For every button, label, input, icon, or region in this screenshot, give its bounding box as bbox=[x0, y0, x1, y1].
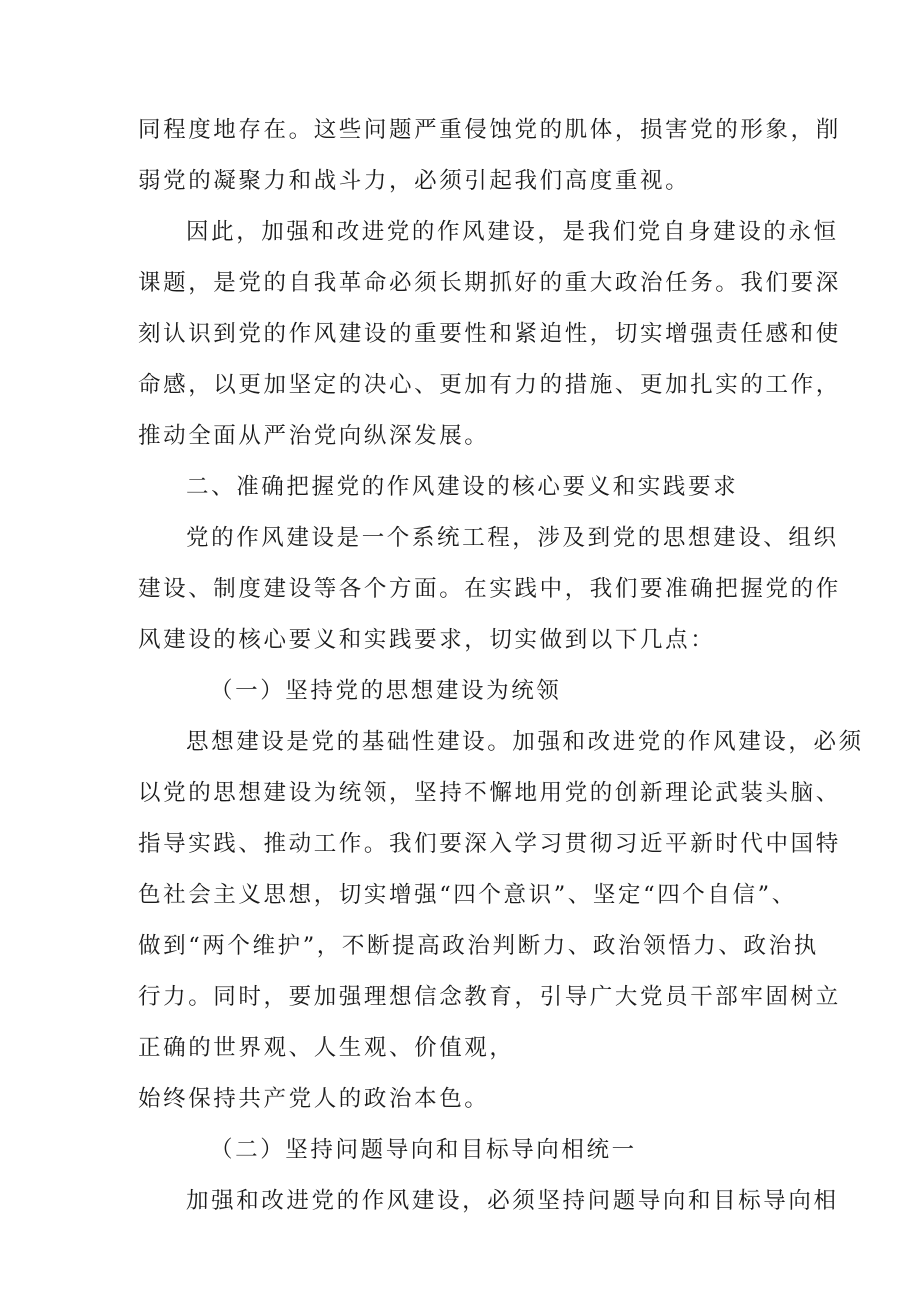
paragraph-line: 因此，加强和改进党的作风建设，是我们党自身建设的永恒 bbox=[186, 219, 839, 245]
paragraph-line: 风建设的核心要义和实践要求，切实做到以下几点： bbox=[138, 627, 716, 653]
paragraph-line: 指导实践、推动工作。我们要深入学习贯彻习近平新时代中国特 bbox=[138, 831, 841, 857]
paragraph-line: 建设、制度建设等各个方面。在实践中，我们要准确把握党的作 bbox=[138, 576, 841, 602]
paragraph-line: 行力。同时，要加强理想信念教育，引导广大党员干部牢固树立 bbox=[138, 984, 841, 1010]
paragraph-line: 色社会主义思想，切实增强“四个意识”、坚定“四个自信”、 bbox=[138, 882, 797, 908]
paragraph-line: 以党的思想建设为统领，坚持不懈地用党的创新理论武装头脑、 bbox=[138, 780, 841, 806]
paragraph-line: 课题，是党的自我革命必须长期抓好的重大政治任务。我们要深 bbox=[138, 270, 841, 296]
paragraph-line: 正确的世界观、人生观、价值观， bbox=[138, 1035, 515, 1061]
subsection-heading: （二）坚持问题导向和目标导向相统一 bbox=[210, 1137, 637, 1163]
paragraph-line: 党的作风建设是一个系统工程，涉及到党的思想建设、组织 bbox=[186, 525, 839, 551]
paragraph-line: 始终保持共产党人的政治本色。 bbox=[138, 1086, 490, 1112]
paragraph-line: 思想建设是党的基础性建设。加强和改进党的作风建设，必须 bbox=[186, 729, 864, 755]
paragraph-line: 同程度地存在。这些问题严重侵蚀党的肌体，损害党的形象，削 bbox=[138, 117, 841, 143]
subsection-heading: （一）坚持党的思想建设为统领 bbox=[210, 678, 562, 704]
paragraph-line: 刻认识到党的作风建设的重要性和紧迫性，切实增强责任感和使 bbox=[138, 321, 841, 347]
paragraph-line: 推动全面从严治党向纵深发展。 bbox=[138, 423, 490, 449]
paragraph-line: 弱党的凝聚力和战斗力，必须引起我们高度重视。 bbox=[138, 168, 691, 194]
paragraph-line: 加强和改进党的作风建设，必须坚持问题导向和目标导向相 bbox=[186, 1188, 839, 1214]
paragraph-line: 命感，以更加坚定的决心、更加有力的措施、更加扎实的工作， bbox=[138, 372, 841, 398]
section-heading: 二、准确把握党的作风建设的核心要义和实践要求 bbox=[186, 474, 739, 500]
paragraph-line: 做到“两个维护”，不断提高政治判断力、政治领悟力、政治执 bbox=[138, 933, 819, 959]
